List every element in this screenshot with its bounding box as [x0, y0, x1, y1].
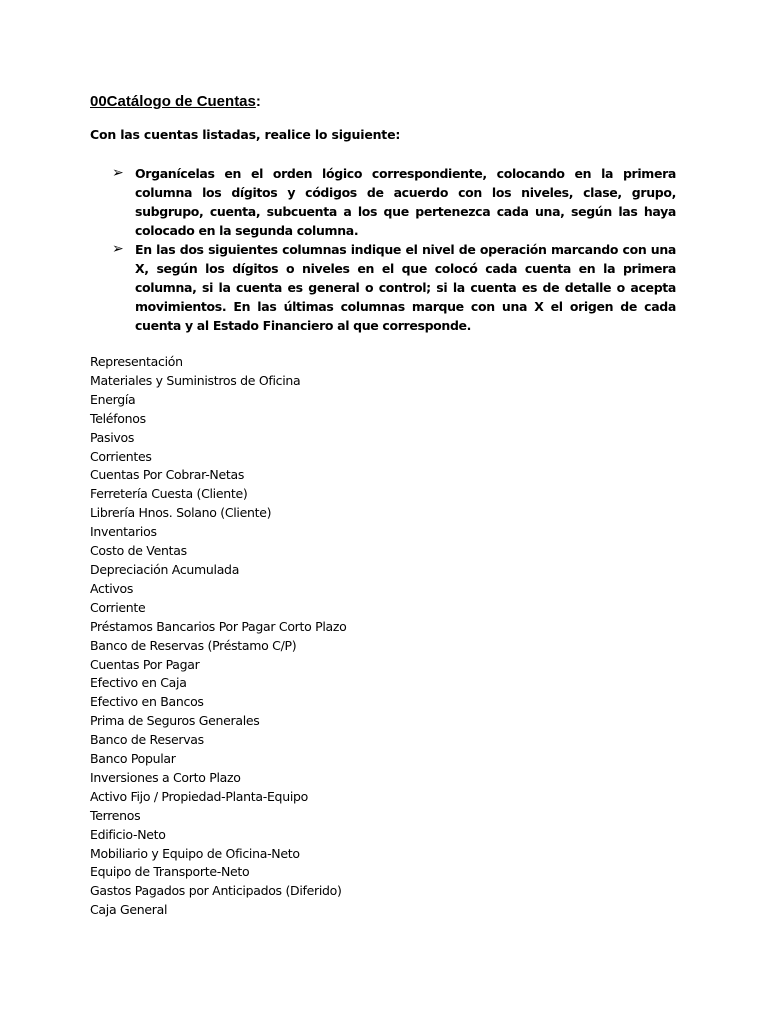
account-list-item: Teléfonos — [90, 410, 146, 426]
instruction-text: Con las cuentas listadas, realice lo siguiente: — [90, 127, 401, 142]
account-list-item: Mobiliario y Equipo de Oficina-Neto — [90, 845, 300, 861]
account-list-item: Inversiones a Corto Plazo — [90, 769, 241, 785]
account-list-item: Caja General — [90, 902, 168, 918]
account-list-item: Banco de Reservas — [90, 732, 204, 748]
account-list-item: Activos — [90, 580, 134, 596]
account-list-item: Banco Popular — [90, 751, 176, 767]
title-text: 00Catálogo de Cuentas — [90, 93, 256, 110]
arrow-bullet-icon: ➢ — [112, 165, 124, 181]
bullet-text-2: En las dos siguientes columnas indique el nivel de operación marcando con una X, según los dígitos o niveles en el que colocó cada cuenta en la primera columna, si la cuenta es general o control; si la cuenta es de detalle o acepta movimientos. En las últimas columnas marque con una X el origen de cada cuenta y al Estado Financiero al que corresponde. — [135, 242, 676, 333]
account-list-item: Equipo de Transporte-Neto — [90, 864, 250, 880]
account-list-item: Efectivo en Bancos — [90, 694, 204, 710]
arrow-bullet-icon: ➢ — [112, 241, 124, 257]
account-list-item: Edificio-Neto — [90, 826, 166, 842]
account-list-item: Corriente — [90, 599, 146, 615]
account-list-item: Inventarios — [90, 524, 157, 540]
document-title — [90, 92, 261, 112]
account-list-item: Prima de Seguros Generales — [90, 713, 260, 729]
account-list-item: Cuentas Por Pagar — [90, 656, 200, 672]
account-list-item: Activo Fijo / Propiedad-Planta-Equipo — [90, 788, 308, 804]
account-list-item: Depreciación Acumulada — [90, 561, 240, 577]
account-list-item: Energía — [90, 391, 136, 407]
account-list-item: Pasivos — [90, 429, 135, 445]
account-list-item: Gastos Pagados por Anticipados (Diferido) — [90, 883, 342, 899]
account-list-item: Cuentas Por Cobrar-Netas — [90, 467, 245, 483]
account-list-item: Banco de Reservas (Préstamo C/P) — [90, 637, 297, 653]
account-list-item: Efectivo en Caja — [90, 675, 187, 691]
account-list-item: Librería Hnos. Solano (Cliente) — [90, 505, 272, 521]
account-list-item: Materiales y Suministros de Oficina — [90, 372, 301, 388]
account-list-item: Costo de Ventas — [90, 543, 187, 559]
account-list-item: Ferretería Cuesta (Cliente) — [90, 486, 248, 502]
title-colon: : — [255, 93, 261, 110]
accounts-list — [90, 353, 347, 920]
bullet-text-1: Organícelas en el orden lógico correspondiente, colocando en la primera columna los dígitos y códigos de acuerdo con los niveles, clase, grupo, subgrupo, cuenta, subcuenta a los que pertenezca cada una, según las haya colocado en la segunda columna. — [135, 166, 676, 238]
account-list-item: Representación — [90, 354, 183, 369]
account-list-item: Terrenos — [90, 807, 141, 823]
account-list-item: Préstamos Bancarios Por Pagar Corto Plazo — [90, 618, 347, 634]
account-list-item: Corrientes — [90, 448, 152, 464]
